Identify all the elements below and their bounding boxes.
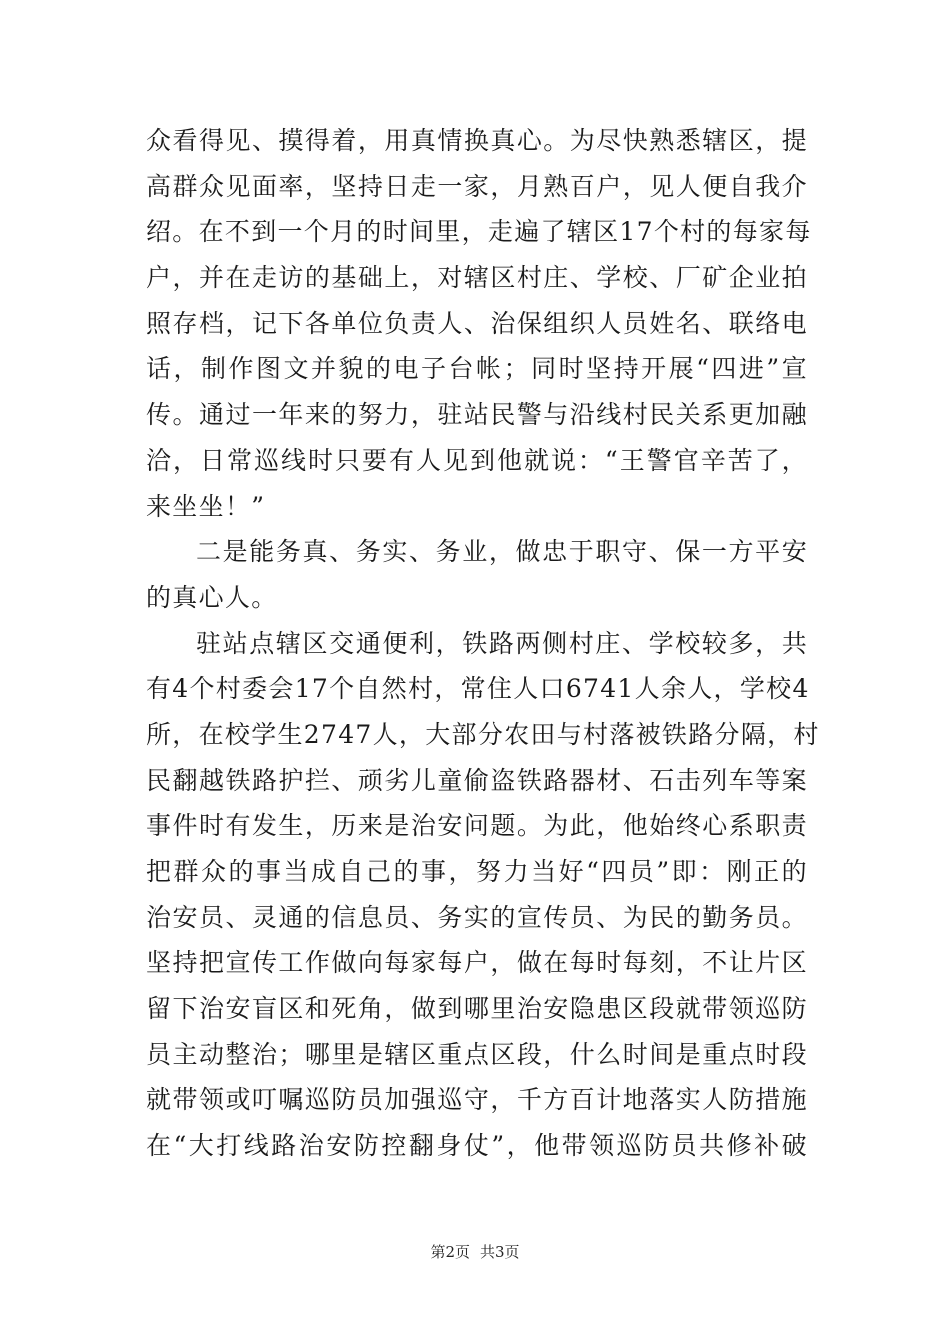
text-line: 有4个村委会17个自然村，常住人口6741人余人，学校4 <box>146 674 810 704</box>
text-line: 的真心人。 <box>146 582 278 612</box>
text-line: 所，在校学生2747人，大部分农田与村落被铁路分隔，村 <box>146 719 820 749</box>
text-line: 坚持把宣传工作做向每家每户，做在每时每刻，不让片区 <box>146 948 808 978</box>
text-line: 留下治安盲区和死角，做到哪里治安隐患区段就带领巡防 <box>146 994 808 1024</box>
text-line: 众看得见、摸得着，用真情换真心。为尽快熟悉辖区，提 <box>146 126 808 155</box>
text-line: 传。通过一年来的努力，驻站民警与沿线村民关系更加融 <box>146 400 808 430</box>
text-line: 高群众见面率，坚持日走一家，月熟百户，见人便自我介 <box>146 171 808 201</box>
page-number: 第2页 <box>430 1243 470 1261</box>
text-line: 治安员、灵通的信息员、务实的宣传员、为民的勤务员。 <box>146 902 808 932</box>
page-footer <box>0 1242 950 1262</box>
text-line: 事件时有发生，历来是治安问题。为此，他始终心系职责 <box>146 811 808 841</box>
page-total: 共3页 <box>480 1243 520 1261</box>
text-line: 驻站点辖区交通便利，铁路两侧村庄、学校较多，共 <box>196 628 808 658</box>
text-line: 在“大打线路治安防控翻身仗”，他带领巡防员共修补破 <box>146 1131 808 1161</box>
text-line: 来坐坐！” <box>146 491 266 521</box>
body-text <box>146 118 820 1169</box>
text-line: 员主动整治；哪里是辖区重点区段，什么时间是重点时段 <box>146 1039 808 1069</box>
text-line: 把群众的事当成自己的事，努力当好“四员”即：刚正的 <box>146 857 808 886</box>
text-line: 绍。在不到一个月的时间里，走遍了辖区17个村的每家每 <box>146 217 812 247</box>
text-line: 就带领或叮嘱巡防员加强巡守，千方百计地落实人防措施 <box>146 1085 808 1115</box>
text-line: 户，并在走访的基础上，对辖区村庄、学校、厂矿企业拍 <box>146 263 808 293</box>
text-line: 话，制作图文并貌的电子台帐；同时坚持开展“四进”宣 <box>146 354 808 384</box>
text-line: 二是能务真、务实、务业，做忠于职守、保一方平安 <box>196 537 808 567</box>
text-line: 照存档，记下各单位负责人、治保组织人员姓名、联络电 <box>146 308 808 338</box>
text-line: 民翻越铁路护拦、顽劣儿童偷盗铁路器材、石击列车等案 <box>146 765 808 795</box>
text-line: 洽，日常巡线时只要有人见到他就说：“王警官辛苦了， <box>146 445 808 475</box>
